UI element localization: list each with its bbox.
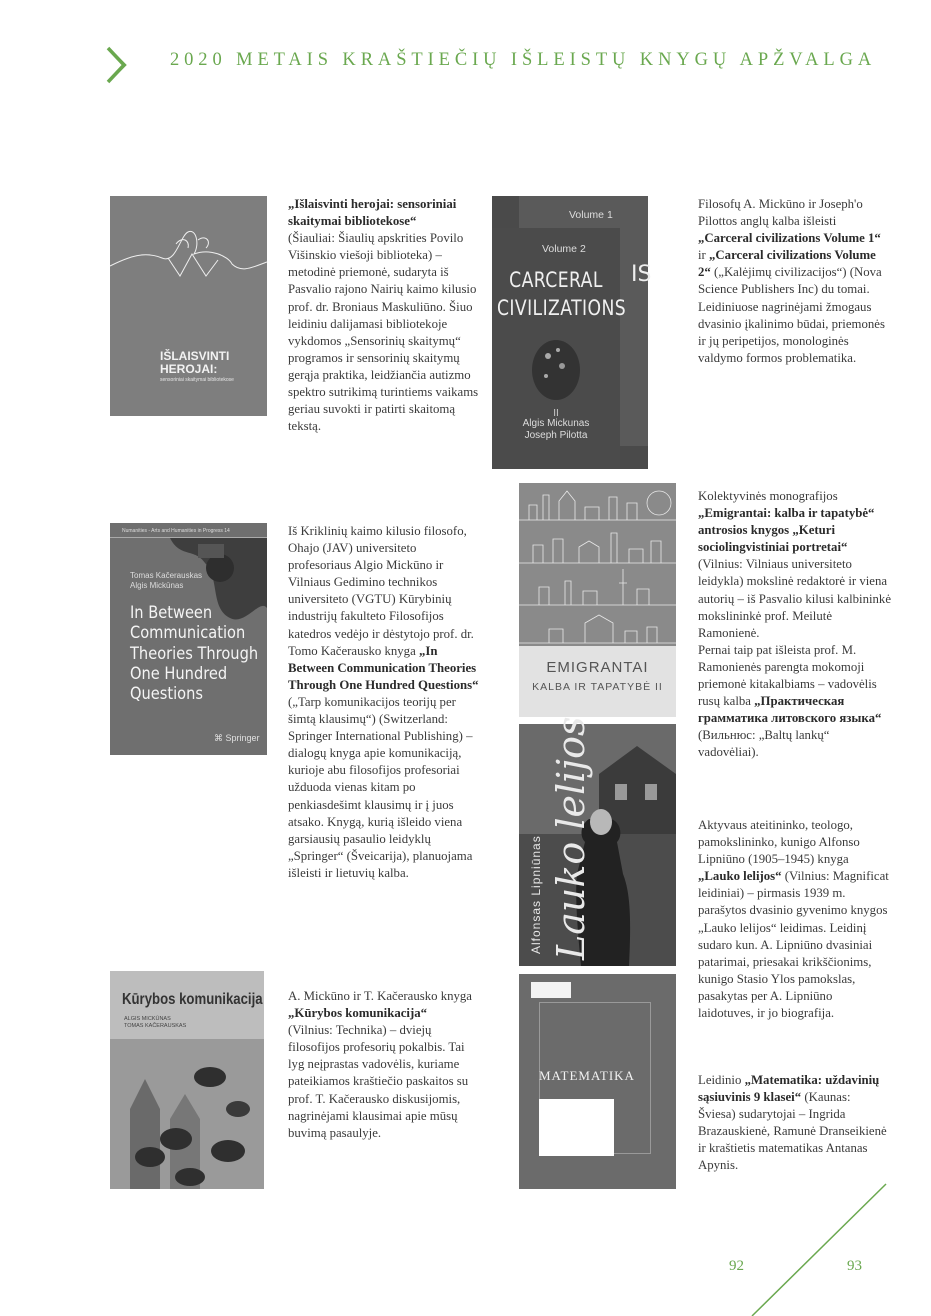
article-intro: Iš Kriklinių kaimo kilusio filosofo, Ohajo (JAV) universiteto profesoriaus Algio Mickūno ir Vilniaus Gedimino technikos universiteto (VGTU) Kūrybinių industrijų fakulteto Filosofijos katedros vedėjo ir dėstytojo prof. dr. Tomo Kačerausko knyga — [288, 524, 474, 658]
article-intro: Kolektyvinės monografijos — [698, 489, 838, 503]
cover-publisher: ⌘ Springer — [214, 733, 260, 743]
cover-series: Numanities - Arts and Humanities in Progress 14 — [122, 528, 230, 534]
book-title: „Kūrybos komunikacija“ — [288, 1006, 428, 1021]
cover-author: ALGIS MICKŪNAS — [124, 1016, 171, 1022]
article-body: (Вильнюс: „Baltų lankų“ vadovėliai). — [698, 728, 830, 760]
article-body: („Kalėjimų civilizacijos“) (Nova Science Publishers Inc) du tomai. Leidiniuose nagrinėjami žmogaus dvasinio įkalinimo būdai, priemonės ir jų peripetijos, monologinės valdymo formos problematika. — [698, 265, 885, 365]
article-body: (Šiauliai: Šiaulių apskrities Povilo Višinskio viešoji biblioteka) – metodinė priemonė, sudaryta iš Pasvalio rajono Nairių kaimo kilusio prof. dr. Broniaus Maskuliūno. Šiuo leidiniu dalijamasi bibliotekoje vykdomos „Sensorinių skaitymų“ programos ir sensorinių skaitymų gerąja praktika, leidžiančia autizmo spektro sutrikimą turintiems vaikams geriau suvokti ir patirti skaitomą tekstą. — [288, 231, 479, 434]
book-title: „Практическая грамматика литовского языка“ — [698, 694, 882, 726]
article-body: (Vilnius: Technika) – dviejų filosofijos profesorių pokalbis. Tai lyg neįprastas vadovėlis, kuriame pateikiamos kraštiečio paskaitos su prof. T. Kačerausko diskusijomis, nagrinėjami klausimai apie mūsų buvimą pasaulyje. — [288, 1023, 469, 1140]
article-body: (Vilnius: Vilniaus universiteto leidykla) mokslinė redaktorė ir viena autorių – iš Pasvalio kilusi kalbininkė mokslininkė prof. Meilutė Ramonienė. — [698, 557, 892, 640]
cover-author: TOMAS KAČERAUSKAS — [124, 1023, 187, 1029]
cover-title-line: CARCERAL — [509, 268, 603, 292]
cover-author: Tomas Kačerauskas — [130, 571, 203, 580]
cover-title: EMIGRANTAI — [546, 659, 649, 676]
article-body: (Vilnius: Magnificat leidiniai) – pirmasis 1939 m. parašytos dvasinio gyvenimo knygos „Lauko lelijos“ leidimas. Leidinį sudaro kun. A. Lipniūno dvasiniai patarimai, priesakai krikščionims, kunigo Stasio Ylos pamokslas, pasakytas per A. Lipniūno laidotuves, ir jo biografija. — [698, 869, 889, 1021]
cover-title: MATEMATIKA — [539, 1068, 635, 1083]
book-title: „Matematika: uždavinių sąsiuvinis 9 klasei“ — [698, 1073, 880, 1105]
article-intro: Leidinio — [698, 1073, 742, 1087]
book-title: „Emigrantai: kalba ir tapatybė“ — [698, 506, 875, 521]
cover-title: Kūrybos komunikacija — [122, 991, 263, 1008]
book-title: „In Between Communication Theories Through One Hundred Questions“ — [288, 643, 479, 692]
cover-author: Alfonsas Lipniūnas — [529, 835, 543, 954]
article-intro: Filosofų A. Mickūno ir Joseph'o Pilottos anglų kalba išleisti — [698, 197, 863, 229]
page-number-right: 93 — [847, 1258, 862, 1274]
conjunction: ir — [698, 248, 706, 263]
article-body: (Kaunas: Šviesa) sudarytojai – Ingrida Brazauskienė, Ramunė Dranseikienė ir kraštietis matematikas Antanas Apynis. — [698, 1090, 887, 1173]
cover-volume-label: Volume 2 — [542, 243, 586, 255]
cover-subtitle: sensoriniai skaitymai bibliotekose — [160, 377, 234, 383]
cover-author: Joseph Pilotta — [524, 430, 588, 441]
svg-text:II: II — [553, 408, 559, 419]
book-title: „Lauko lelijos“ — [698, 869, 782, 884]
book-title: „Carceral civilizations Volume 1“ — [698, 231, 881, 246]
cover-volume-label: Volume 1 — [569, 209, 613, 221]
cover-title-fragment: IS — [631, 262, 652, 287]
article-mid: antrosios knygos — [698, 523, 790, 538]
book-title: „Keturi sociolingvistiniai portretai“ — [698, 523, 848, 555]
article-intro: A. Mickūno ir T. Kačerausko knyga — [288, 989, 472, 1003]
cover-subtitle: KALBA IR TAPATYBĖ II — [532, 681, 663, 693]
cover-author: Algis Mickunas — [522, 418, 590, 429]
cover-title: Lauko lelijos — [549, 716, 593, 960]
article-intro: Aktyvaus ateitininko, teologo, pamokslininko, kunigo Alfonso Lipniūno (1905–1945) knyga — [698, 818, 860, 867]
book-title: „Išlaisvinti herojai: sensoriniai skaitymai bibliotekose“ — [288, 197, 457, 229]
article-body: Pernai taip pat išleista prof. M. Ramonienės parengta mokomoji priemonė kitakalbiams – vadovėlis rusų kalba — [698, 642, 877, 709]
page-number-left: 92 — [729, 1258, 744, 1274]
article-body: („Tarp komunikacijos teorijų per šimtą klausimų“) (Switzerland: Springer International Publishing) – dialogų knyga apie komunikaciją, kurioje abu filosofijos profesoriai užduoda vienas kitam po penkiasdešimt klausimų ir į juos atsako. Knygą, kurią išleido viena garsiausių pasaulio leidyklų „Springer“ (Šveicarija), planuojama išleisti ir lietuvių kalba. — [288, 694, 473, 880]
cover-author: Algis Mickūnas — [130, 581, 184, 590]
book-title: „Carceral civilizations Volume 2“ — [698, 248, 876, 280]
cover-title-line: CIVILIZATIONS — [496, 296, 627, 320]
cover-title: In Between Communication Theories Through One Hundred Questions — [130, 603, 259, 705]
publisher-name: Springer — [225, 733, 260, 743]
cover-title: IŠLAISVINTI HEROJAI: — [160, 349, 230, 376]
page-title: 2020 METAIS KRAŠTIEČIŲ IŠLEISTŲ KNYGŲ APŽVALGA — [170, 50, 877, 70]
